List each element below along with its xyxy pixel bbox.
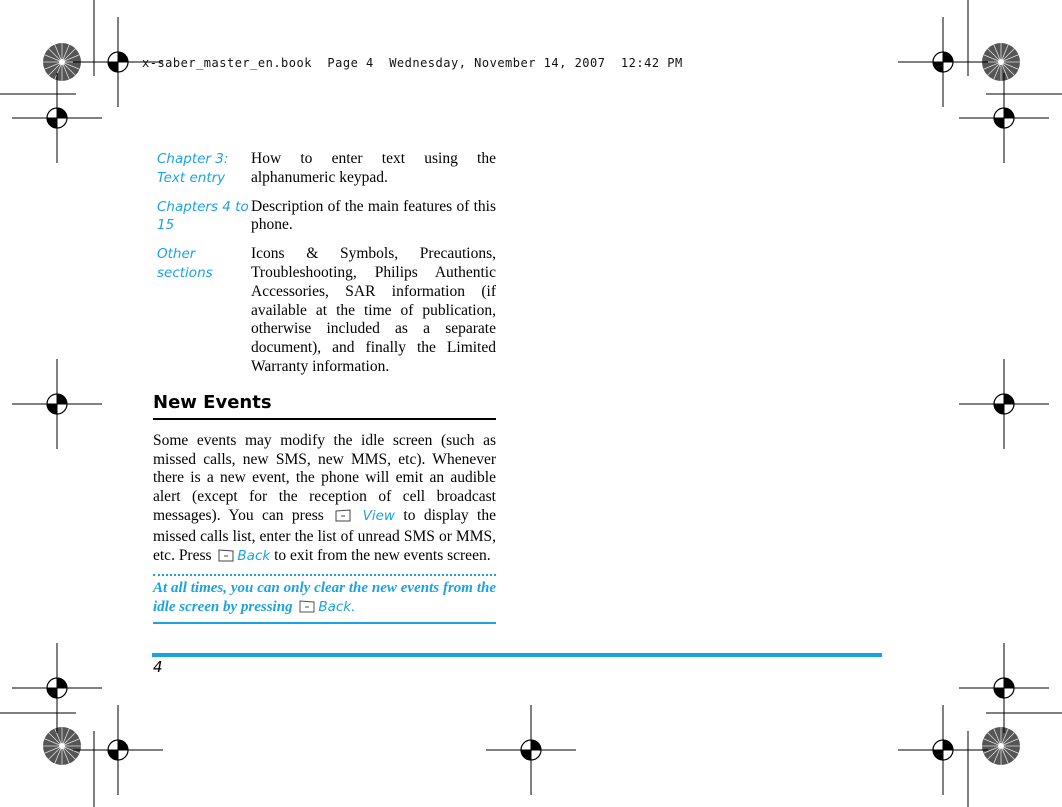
note-text: At all times, you can only clear the new events from the idle screen by pressing [153,580,496,616]
section-body [153,432,496,568]
section-heading: New Events [153,391,496,420]
footer-rule [152,653,882,657]
chapter-description: Icons & Symbols, Precautions, Troubleshooting, Philips Authentic Accessories, SAR information (if available at the time of publication, otherwise included as a separate document), and finally the Limited Warranty information. [251,245,496,375]
chapter-row [153,198,496,236]
left-softkey-icon [299,600,315,619]
chapter-label: Chapters 4 to 15 [157,198,249,234]
body-text-2: to display the missed calls list, enter the list of unread SMS or MMS, etc. Press [153,506,496,564]
chapter-row [153,150,496,188]
back-softkey-label: Back [237,547,271,564]
chapter-label: Chapter 3: Text entry [157,151,229,186]
chapter-row [153,245,496,377]
tip-note [153,574,496,624]
note-back-label: Back. [318,599,356,616]
body-text-1: Some events may modify the idle screen (such as missed calls, new SMS, new MMS, etc). Whenever there is a new event, the phone will emit an audible alert (except for the reception of cell broadcast messages). You can press [153,431,496,524]
book-header-stamp: x-saber_master_en.book Page 4 Wednesday, November 14, 2007 12:42 PM [142,56,683,70]
page-content [153,150,496,624]
body-text-3: to exit from the new events screen. [274,546,491,564]
chapter-description: How to enter text using the alphanumeric keypad. [251,150,496,186]
chapter-description: Description of the main features of this phone. [251,197,496,234]
view-softkey-label: View [362,507,395,524]
chapter-label: Other sections [157,246,213,281]
page-number: 4 [153,658,163,676]
right-softkey-icon [335,509,351,528]
left-softkey-icon [218,549,234,568]
